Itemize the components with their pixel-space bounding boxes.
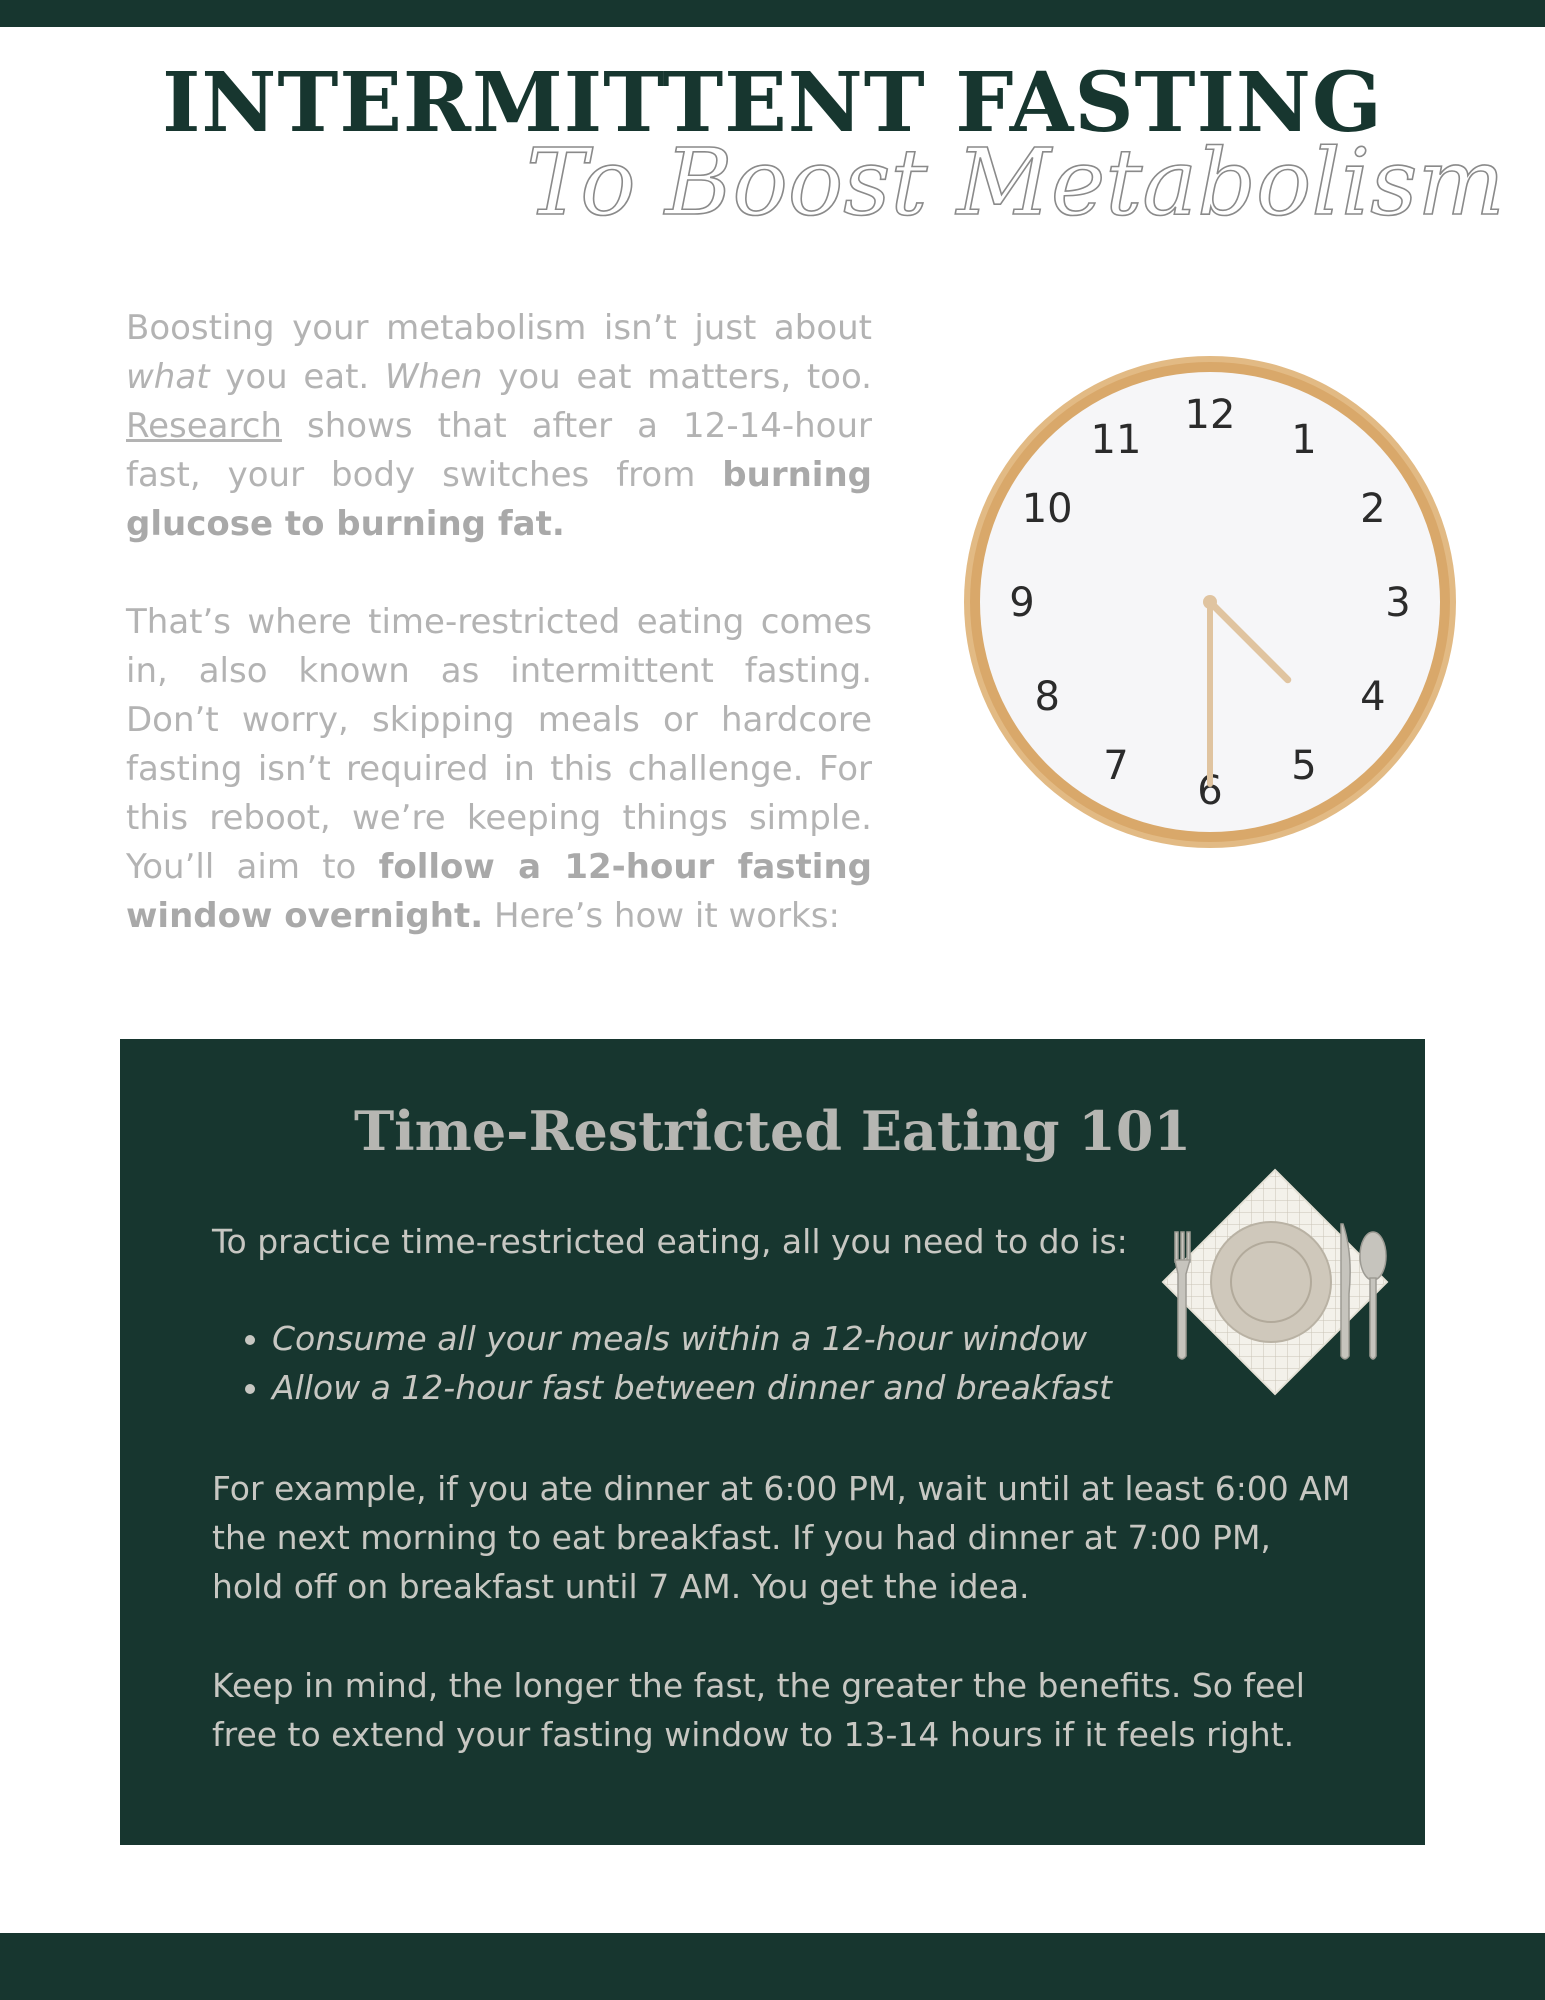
- intro-text: you eat matters, too.: [482, 357, 872, 397]
- intro-text: That’s where time-restricted eating comes in, also known as intermittent fasting. Don’t worry, skipping meals or hardcore fasting isn’t required in this challenge. For this reboot, we’re keeping things simple. You’ll aim to: [126, 602, 872, 887]
- panel-note-line: free to extend your fasting window to 13-14 hours if it feels right.: [212, 1715, 1295, 1754]
- clock-number: 8: [1034, 674, 1060, 720]
- clock-number: 12: [1184, 392, 1236, 438]
- list-item: • Allow a 12-hour fast between dinner and breakfast: [272, 1363, 1112, 1412]
- intro-emphasis-when: When: [384, 357, 483, 397]
- intro-paragraph-2: [126, 598, 872, 941]
- top-bar: [0, 0, 1545, 27]
- intro-section: [126, 304, 872, 990]
- list-item: • Consume all your meals within a 12-hour window: [272, 1314, 1112, 1363]
- clock-center: [1203, 595, 1217, 609]
- research-link[interactable]: Research: [126, 406, 282, 446]
- wall-clock-image: [958, 350, 1462, 854]
- panel-note: [212, 1661, 1305, 1759]
- clock-number: 3: [1385, 580, 1411, 626]
- intro-text: Here’s how it works:: [483, 896, 840, 936]
- intro-text: shows that after a 12-14-hour fast, your body switches from: [126, 406, 872, 495]
- panel-example-line: the next morning to eat breakfast. If you had dinner at 7:00 PM,: [212, 1518, 1271, 1557]
- time-restricted-eating-panel: [120, 1039, 1425, 1845]
- panel-example-line: For example, if you ate dinner at 6:00 PM, wait until at least 6:00 AM: [212, 1469, 1351, 1508]
- clock-number: 7: [1103, 742, 1129, 789]
- intro-text: you eat.: [209, 357, 385, 397]
- clock-number: 11: [1090, 417, 1142, 464]
- intro-paragraph-1: [126, 304, 872, 549]
- page-title: INTERMITTENT FASTING: [162, 55, 1383, 151]
- panel-bullet-list: [212, 1314, 1112, 1412]
- clock-number: 4: [1360, 674, 1386, 720]
- clock-number: 5: [1291, 742, 1317, 789]
- clock-number: 1: [1291, 417, 1317, 464]
- clock-number: 10: [1021, 486, 1073, 532]
- panel-note-line: Keep in mind, the longer the fast, the greater the benefits. So feel: [212, 1666, 1305, 1705]
- panel-example: [212, 1464, 1350, 1611]
- panel-example-line: hold off on breakfast until 7 AM. You get the idea.: [212, 1567, 1030, 1606]
- page-subtitle-text: To Boost Metabolism: [526, 129, 1505, 236]
- clock-number: 2: [1360, 486, 1386, 532]
- clock-number: 9: [1009, 580, 1035, 626]
- page-subtitle: [520, 128, 1505, 248]
- plate-shape: [1211, 1222, 1331, 1342]
- bottom-bar: [0, 1933, 1545, 2000]
- intro-bold-text: follow a 12-hour fasting window overnight.: [126, 847, 872, 936]
- intro-emphasis-what: what: [126, 357, 210, 397]
- plate-cutlery-icon: [1155, 1164, 1395, 1404]
- intro-bold-text: burning glucose to burning fat.: [126, 455, 872, 544]
- clock-number: 6: [1197, 768, 1223, 814]
- intro-text: Boosting your metabolism isn’t just about: [126, 308, 872, 348]
- panel-title: Time-Restricted Eating 101: [353, 1099, 1192, 1163]
- panel-lead: To practice time-restricted eating, all you need to do is:: [212, 1222, 1128, 1261]
